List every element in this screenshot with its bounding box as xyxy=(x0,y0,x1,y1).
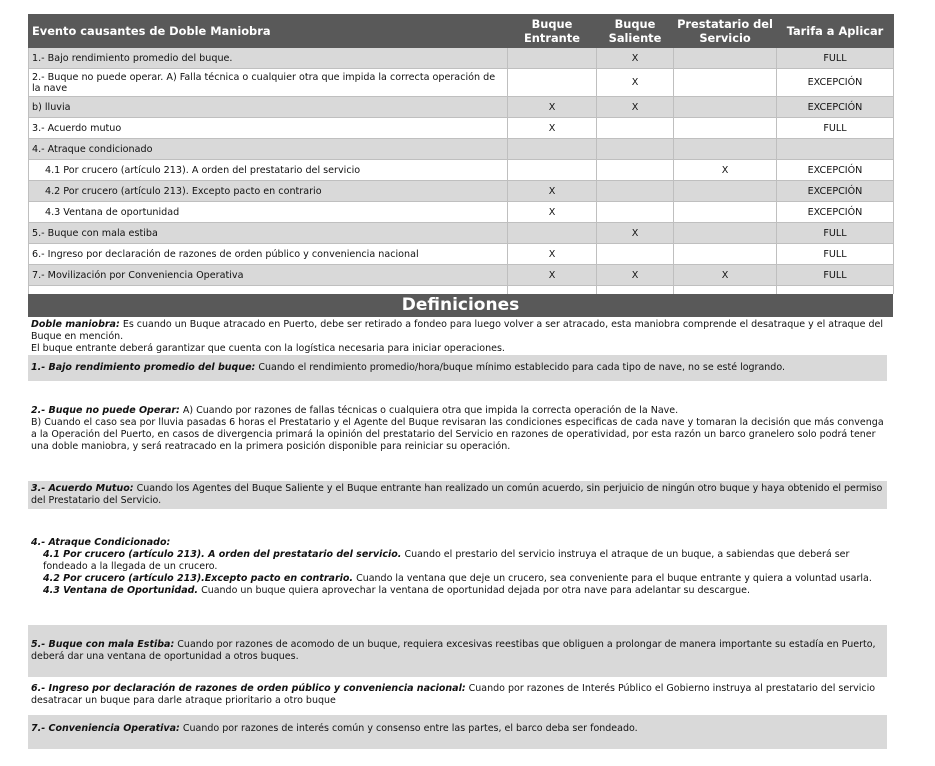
tarifa-cell: FULL xyxy=(777,223,894,244)
definition-term: 1.- Bajo rendimiento promedio del buque: xyxy=(31,362,256,373)
definition-text: Cuando por razones de interés común y consenso entre las partes, el barco deba ser fondeado. xyxy=(182,723,638,734)
entrante-cell: X xyxy=(508,265,597,286)
definition-7 xyxy=(28,715,887,749)
tarifa-cell xyxy=(777,139,894,160)
event-cell: 2.- Buque no puede operar. A) Falla técnica o cualquier otra que impida la correcta operación de la nave xyxy=(29,69,508,97)
event-cell: 3.- Acuerdo mutuo xyxy=(29,118,508,139)
definition-term: 4.2 Por crucero (artículo 213).Excepto pacto en contrario. xyxy=(43,573,354,584)
table-row xyxy=(29,118,894,139)
table-row xyxy=(29,265,894,286)
tarifa-cell: FULL xyxy=(777,118,894,139)
entrante-cell: X xyxy=(508,244,597,265)
saliente-cell xyxy=(597,244,674,265)
header-prestatario: Prestatario del Servicio xyxy=(674,15,777,48)
definition-term: Doble maniobra: xyxy=(31,319,120,330)
saliente-cell xyxy=(597,118,674,139)
definition-text: Cuando por razones de Interés Público el Gobierno instruya al prestatario del servicio desatracar un buque para darle atraque prioritario a otro buque xyxy=(31,683,876,706)
prestatario-cell xyxy=(674,223,777,244)
tarifa-cell: EXCEPCIÓN xyxy=(777,97,894,118)
prestatario-cell xyxy=(674,48,777,69)
table-spacer-row xyxy=(29,286,894,295)
definition-term: 7.- Conveniencia Operativa: xyxy=(31,723,180,734)
prestatario-cell: X xyxy=(674,160,777,181)
tarifa-cell: EXCEPCIÓN xyxy=(777,181,894,202)
tarifa-cell: EXCEPCIÓN xyxy=(777,69,894,97)
entrante-cell xyxy=(508,69,597,97)
tarifa-cell: EXCEPCIÓN xyxy=(777,202,894,223)
entrante-cell: X xyxy=(508,181,597,202)
definition-6 xyxy=(28,677,887,715)
saliente-cell: X xyxy=(597,48,674,69)
document-sheet xyxy=(28,14,893,749)
entrante-cell: X xyxy=(508,118,597,139)
entrante-cell xyxy=(508,139,597,160)
table-row xyxy=(29,69,894,97)
maneuver-table xyxy=(28,14,894,294)
table-row xyxy=(29,160,894,181)
definition-text: Cuando la ventana que deje un crucero, sea conveniente para el buque entrante y quiera a voluntad usarla. xyxy=(356,573,872,584)
table-row xyxy=(29,139,894,160)
definition-term: 4.- Atraque Condicionado: xyxy=(31,537,171,548)
table-row xyxy=(29,48,894,69)
header-event: Evento causantes de Doble Maniobra xyxy=(29,15,508,48)
prestatario-cell: X xyxy=(674,265,777,286)
event-cell: 4.- Atraque condicionado xyxy=(29,139,508,160)
saliente-cell: X xyxy=(597,265,674,286)
header-saliente: Buque Saliente xyxy=(597,15,674,48)
definition-term: 2.- Buque no puede Operar: xyxy=(31,405,180,416)
tarifa-cell: EXCEPCIÓN xyxy=(777,160,894,181)
prestatario-cell xyxy=(674,118,777,139)
definition-term: 3.- Acuerdo Mutuo: xyxy=(31,483,134,494)
definition-doble-maniobra xyxy=(28,317,887,355)
saliente-cell xyxy=(597,181,674,202)
definition-term: 5.- Buque con mala Estiba: xyxy=(31,639,175,650)
definition-text: B) Cuando el caso sea por lluvia pasadas 6 horas el Prestatario y el Agente del Buque revisaran las condiciones especificas de cada nave y tomaran la decisión que más convenga a la Operación del Puerto, en casos de divergencia primará la opinión del prestatario del Servicio en razones de operatividad, por esta razón un barco granelero solo podrá tener una doble maniobra, y será reatracado en la primera posición disponible para reiniciar su operación. xyxy=(31,417,884,452)
event-cell: 7.- Movilización por Conveniencia Operativa xyxy=(29,265,508,286)
table-row xyxy=(29,181,894,202)
header-entrante: Buque Entrante xyxy=(508,15,597,48)
entrante-cell: X xyxy=(508,97,597,118)
definition-text: Cuando el prestario del servicio instruya el atraque de un buque, a sabiendas que deberá ser fondeado a la llegada de un crucero. xyxy=(43,549,850,572)
definitions-title: Definiciones xyxy=(28,294,893,317)
definition-1 xyxy=(28,355,887,381)
definition-term: 4.3 Ventana de Oportunidad. xyxy=(43,585,199,596)
definition-text: Cuando los Agentes del Buque Saliente y el Buque entrante han realizado un común acuerdo, sin perjuicio de ningún otro buque y haya obtenido el permiso del Prestatario del Servicio. xyxy=(31,483,883,506)
prestatario-cell xyxy=(674,69,777,97)
saliente-cell xyxy=(597,160,674,181)
prestatario-cell xyxy=(674,244,777,265)
prestatario-cell xyxy=(674,139,777,160)
header-tarifa: Tarifa a Aplicar xyxy=(777,15,894,48)
definition-text: A) Cuando por razones de fallas técnicas o cualquiera otra que impida la correcta operación de la Nave. xyxy=(182,405,679,416)
definition-3 xyxy=(28,481,887,509)
entrante-cell xyxy=(508,223,597,244)
table-row xyxy=(29,202,894,223)
event-cell: 6.- Ingreso por declaración de razones de orden público y conveniencia nacional xyxy=(29,244,508,265)
saliente-cell: X xyxy=(597,223,674,244)
definition-2 xyxy=(28,381,887,481)
event-cell: 5.- Buque con mala estiba xyxy=(29,223,508,244)
table-row xyxy=(29,244,894,265)
tarifa-cell: FULL xyxy=(777,244,894,265)
saliente-cell: X xyxy=(597,97,674,118)
definition-text: Es cuando un Buque atracado en Puerto, debe ser retirado a fondeo para luego volver a ser atracado, esta maniobra comprende el desatraque y el atraque del Buque en mención. xyxy=(31,319,883,342)
event-cell: 4.1 Por crucero (artículo 213). A orden del prestatario del servicio xyxy=(29,160,508,181)
event-cell: b) lluvia xyxy=(29,97,508,118)
definition-text: Cuando el rendimiento promedio/hora/buque mínimo establecido para cada tipo de nave, no se esté logrando. xyxy=(258,362,786,373)
definition-4 xyxy=(28,509,887,625)
saliente-cell: X xyxy=(597,69,674,97)
tarifa-cell: FULL xyxy=(777,265,894,286)
table-header-row xyxy=(29,15,894,48)
saliente-cell xyxy=(597,139,674,160)
prestatario-cell xyxy=(674,181,777,202)
definition-5 xyxy=(28,625,887,677)
entrante-cell: X xyxy=(508,202,597,223)
entrante-cell xyxy=(508,160,597,181)
definition-term: 6.- Ingreso por declaración de razones de orden público y conveniencia nacional: xyxy=(31,683,466,694)
table-row xyxy=(29,97,894,118)
entrante-cell xyxy=(508,48,597,69)
definition-term: 4.1 Por crucero (artículo 213). A orden del prestatario del servicio. xyxy=(43,549,402,560)
prestatario-cell xyxy=(674,202,777,223)
table-row xyxy=(29,223,894,244)
saliente-cell xyxy=(597,202,674,223)
prestatario-cell xyxy=(674,97,777,118)
tarifa-cell: FULL xyxy=(777,48,894,69)
definition-text: El buque entrante deberá garantizar que cuenta con la logística necesaria para iniciar operaciones. xyxy=(31,343,505,354)
event-cell: 4.3 Ventana de oportunidad xyxy=(29,202,508,223)
definition-text: Cuando por razones de acomodo de un buque, requiera excesivas reestibas que obliguen a prolongar de manera importante su estadía en Puerto, deberá dar una ventana de oportunidad a otros buques. xyxy=(31,639,876,662)
definition-text: Cuando un buque quiera aprovechar la ventana de oportunidad dejada por otra nave para adelantar su descargue. xyxy=(201,585,751,596)
event-cell: 4.2 Por crucero (artículo 213). Excepto pacto en contrario xyxy=(29,181,508,202)
event-cell: 1.- Bajo rendimiento promedio del buque. xyxy=(29,48,508,69)
